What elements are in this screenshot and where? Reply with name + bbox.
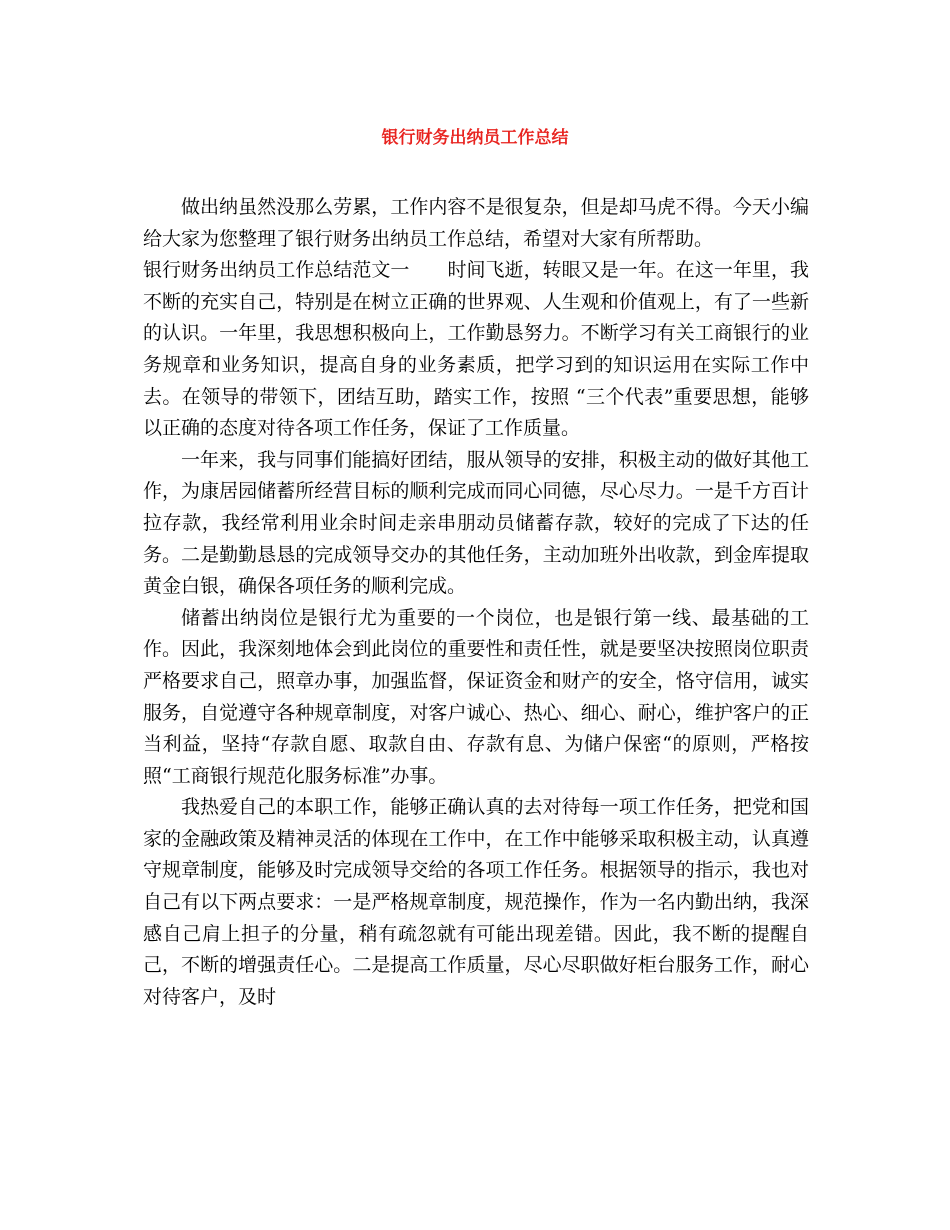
paragraph-2: 银行财务出纳员工作总结范文一 时间飞逝，转眼又是一年。在这一年里，我不断的充实自己，特别是在树立正确的世界观、人生观和价值观上，有了一些新的认识。一年里，我思想积极向上，工作勤恳努力。不断学习有关工商银行的业务规章和业务知识，提高自身的业务素质，把学习到的知识运用在实际工作中去。在领导的带领下，团结互助，踏实工作，按照 “三个代表”重要思想，能够以正确的态度对待各项工作任务，保证了工作质量。 (143, 259, 809, 440)
paragraph-3: 一年来，我与同事们能搞好团结，服从领导的安排，积极主动的做好其他工作，为康居园储蓄所经营目标的顺利完成而同心同德，尽心尽力。一是千方百计拉存款，我经常利用业余时间走亲串朋动员储蓄存款，较好的完成了下达的任务。二是勤勤恳恳的完成领导交办的其他任务，主动加班外出收款，到金库提取黄金白银，确保各项任务的顺利完成。 (143, 448, 809, 598)
paragraph-5: 我热爱自己的本职工作，能够正确认真的去对待每一项工作任务，把党和国家的金融政策及精神灵活的体现在工作中，在工作中能够采取积极主动，认真遵守规章制度，能够及时完成领导交给的各项工作任务。根据领导的指示，我也对自己有以下两点要求：一是严格规章制度，规范操作，作为一名内勤出纳，我深感自己肩上担子的分量，稍有疏忽就有可能出现差错。因此，我不断的提醒自己，不断的增强责任心。二是提高工作质量，尽心尽职做好柜台服务工作，耐心对待客户，及时 (143, 796, 809, 1008)
paragraph-4: 储蓄出纳岗位是银行尤为重要的一个岗位，也是银行第一线、最基础的工作。因此，我深刻地体会到此岗位的重要性和责任性，就是要坚决按照岗位职责严格要求自己，照章办事，加强监督，保证资金和财产的安全，恪守信用，诚实服务，自觉遵守各种规章制度，对客户诚心、热心、细心、耐心，维护客户的正当利益，坚持“存款自愿、取款自由、存款有息、为储户保密“的原则，严格按照“工商银行规范化服务标准”办事。 (143, 606, 809, 787)
paragraph-1: 做出纳虽然没那么劳累，工作内容不是很复杂，但是却马虎不得。今天小编给大家为您整理了银行财务出纳员工作总结，希望对大家有所帮助。 (143, 196, 809, 250)
page-title: 银行财务出纳员工作总结 (381, 128, 569, 148)
document-body (143, 192, 809, 1013)
